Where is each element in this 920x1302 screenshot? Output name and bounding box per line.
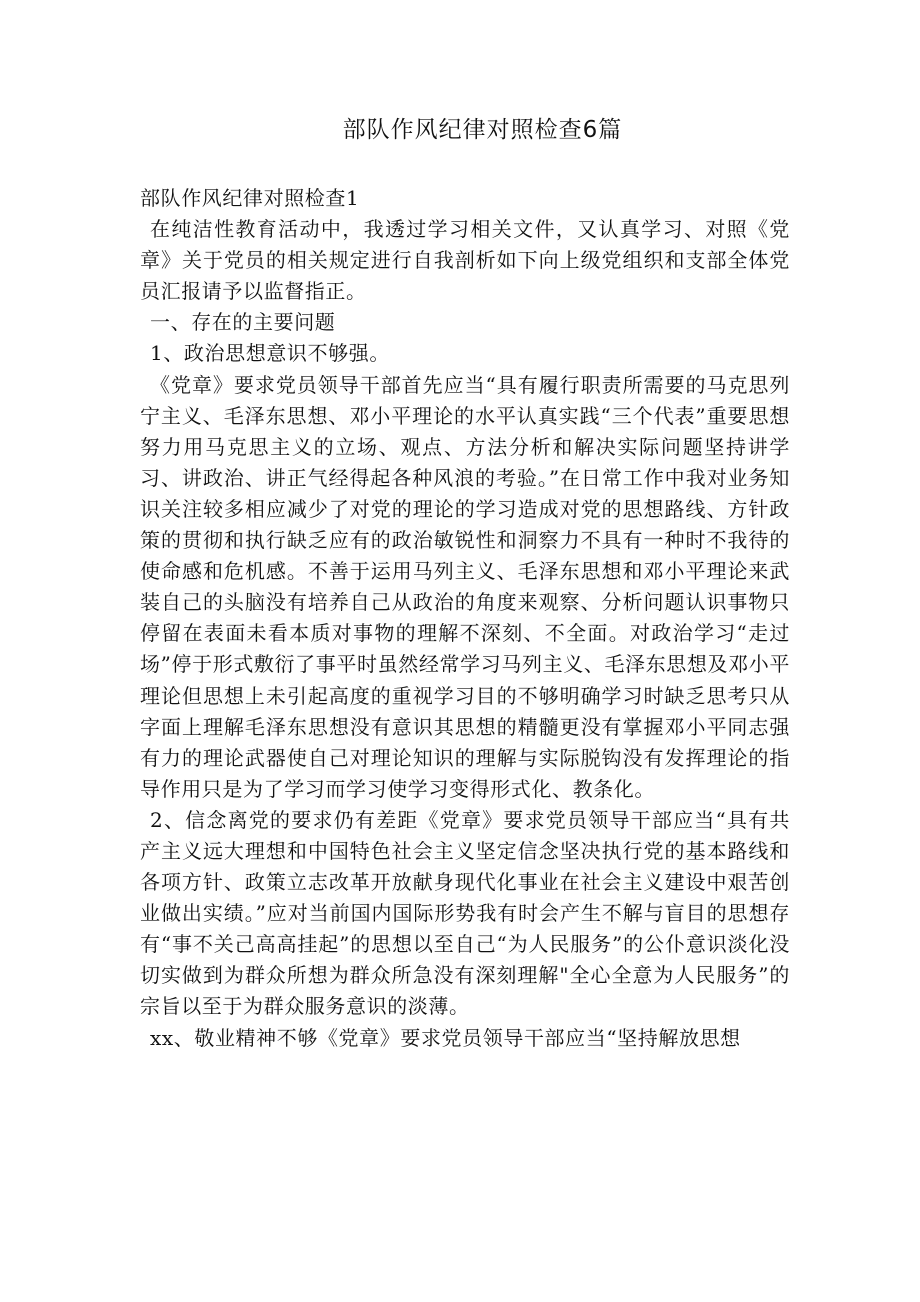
document-body <box>140 183 790 1054</box>
paragraph-item-2: 2、信念离党的要求仍有差距《党章》要求党员领导干部应当“具有共产主义远大理想和中国特色社会主义坚定信念坚决执行党的基本路线和各项方针、政策立志改革开放献身现代化事业在社会主义建设中艰苦创业做出实绩。”应对当前国内国际形势我有时会产生不解与盲目的思想存有“事不关己高高挂起”的思想以至自己“为人民服务”的公仆意识淡化没切实做到为群众所想为群众所急没有深刻理解"全心全意为人民服务”的宗旨以至于为群众服务意识的淡薄。 <box>140 807 790 1019</box>
section-heading: 部队作风纪律对照检查1 <box>140 186 360 210</box>
paragraph-intro: 在纯洁性教育活动中，我透过学习相关文件，又认真学习、对照《党章》关于党员的相关规定进行自我剖析如下向上级党组织和支部全体党员汇报请予以监督指正。 <box>140 217 790 304</box>
paragraph-item-3: xx、敬业精神不够《党章》要求党员领导干部应当“坚持解放思想 <box>150 1025 741 1050</box>
paragraph-item-1: 《党章》要求党员领导干部首先应当“具有履行职责所需要的马克思列宁主义、毛泽东思想、邓小平理论的水平认真实践“三个代表”重要思想努力用马克思主义的立场、观点、方法分析和解决实际问题坚持讲学习、讲政治、讲正气经得起各种风浪的考验。”在日常工作中我对业务知识关注较多相应减少了对党的理论的学习造成对党的思想路线、方针政策的贯彻和执行缺乏应有的政治敏锐性和洞察力不具有一种时不我待的使命感和危机感。不善于运用马列主义、毛泽东思想和邓小平理论来武装自己的头脑没有培养自己从政治的角度来观察、分析问题认识事物只停留在表面未看本质对事物的理解不深刻、不全面。对政治学习“走过场”停于形式敷衍了事平时虽然经常学习马列主义、毛泽东思想及邓小平理论但思想上未引起高度的重视学习目的不够明确学习时缺乏思考只从字面上理解毛泽东思想没有意识其思想的精髓更没有掌握邓小平同志强有力的理论武器使自己对理论知识的理解与实际脱钩没有发挥理论的指导作用只是为了学习而学习使学习变得形式化、教条化。 <box>140 372 790 801</box>
heading-main-problems: 一、存在的主要问题 <box>150 310 336 335</box>
heading-item-1: 1、政治思想意识不够强。 <box>150 341 390 366</box>
document-title: 部队作风纪律对照检查6篇 <box>342 117 623 143</box>
